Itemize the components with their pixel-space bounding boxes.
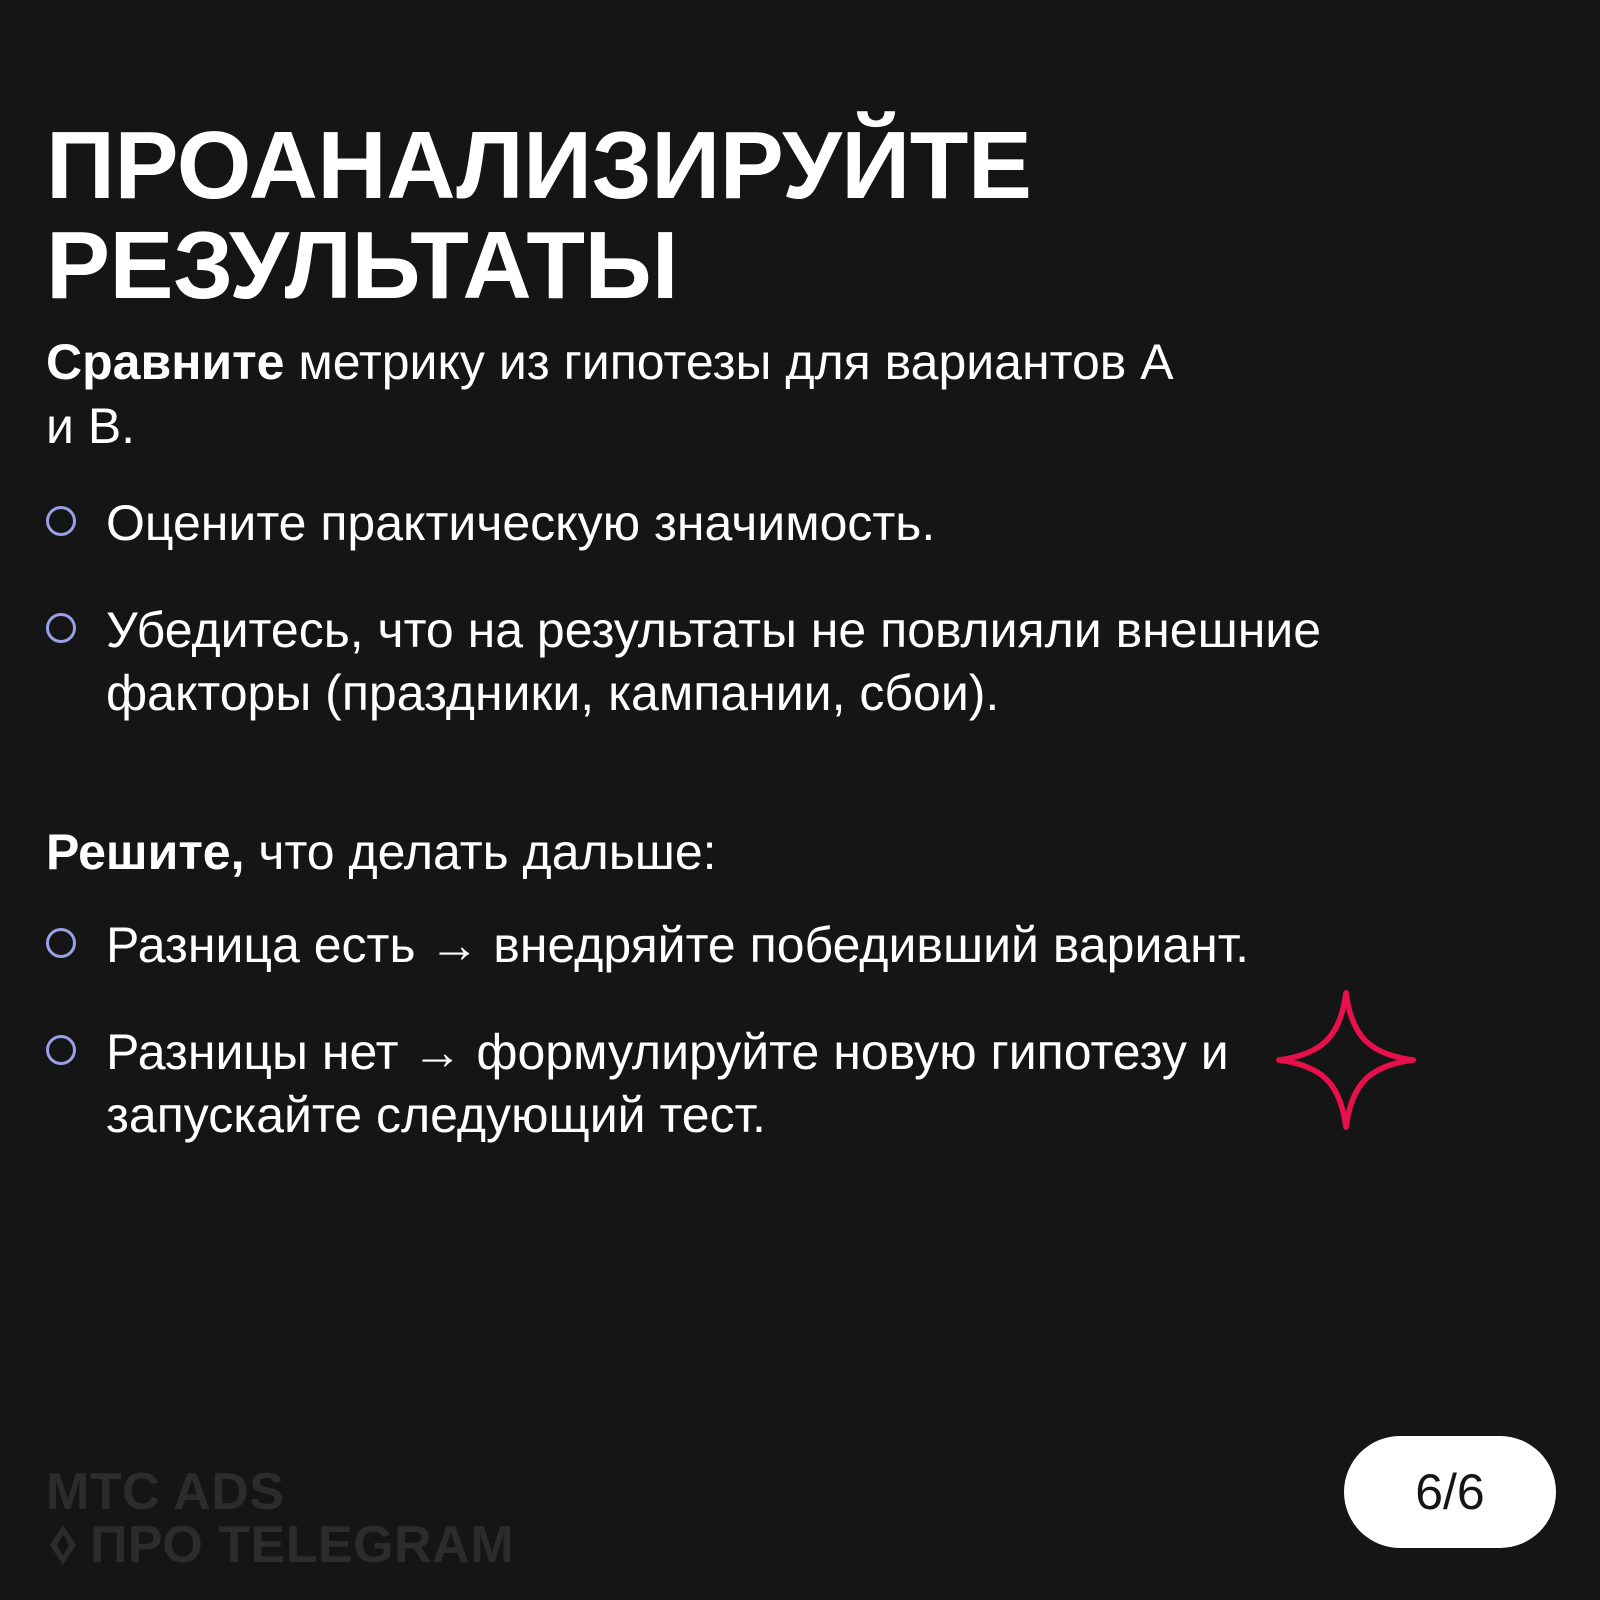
page-counter-badge: 6/6: [1344, 1436, 1556, 1548]
page-title: ПРОАНАЛИЗИРУЙТЕ РЕЗУЛЬТАТЫ: [46, 112, 1032, 320]
bullet-text: Разница есть → внедряйте победивший вариант.: [106, 917, 1250, 973]
logo-line-1: MTC ADS: [46, 1462, 285, 1521]
lead-paragraph: [46, 330, 1206, 458]
section-divider: [46, 769, 1446, 821]
lead-bold: Сравните: [46, 334, 285, 390]
list-item: [46, 914, 1446, 977]
circle-bullet-icon: [46, 506, 76, 536]
logo-line-2: ПРО TELEGRAM: [90, 1515, 515, 1574]
circle-bullet-icon: [46, 1035, 76, 1065]
bullet-text: Разницы нет → формулируйте новую гипотезу и запускайте следующий тест.: [106, 1024, 1229, 1143]
diamond-mark-icon: [46, 1522, 80, 1568]
list-item: [46, 492, 1446, 555]
bullet-list-second: [46, 914, 1446, 1147]
section-subheading: [46, 821, 1446, 884]
circle-bullet-icon: [46, 613, 76, 643]
logo-line-2-row: [46, 1515, 515, 1574]
slide-body: [46, 330, 1446, 1191]
bullet-text: Убедитесь, что на результаты не повлияли внешние факторы (праздники, кампании, сбои).: [106, 602, 1322, 721]
subhead-rest: что делать дальше:: [244, 824, 717, 880]
sparkle-star-icon: [1276, 990, 1416, 1130]
circle-bullet-icon: [46, 928, 76, 958]
subhead-bold: Решите,: [46, 824, 245, 880]
list-item: [46, 1021, 1446, 1147]
bullet-text: Оцените практическую значимость.: [106, 495, 936, 551]
lead-rest: метрику из гипотезы для вариантов A и B.: [46, 334, 1171, 454]
bullet-list-first: [46, 492, 1446, 725]
brand-logo: [46, 1462, 515, 1574]
list-item: [46, 599, 1446, 725]
logo-line-1-row: [46, 1462, 514, 1521]
